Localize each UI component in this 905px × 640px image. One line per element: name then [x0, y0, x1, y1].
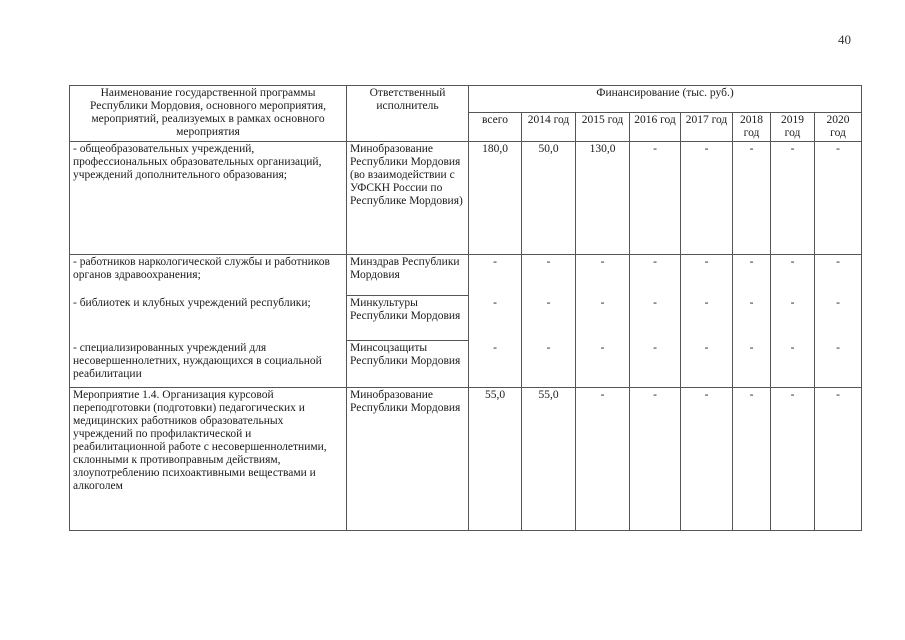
value-cell: -	[469, 341, 522, 388]
value-cell: -	[522, 296, 576, 341]
header-total-cell: всего	[469, 113, 522, 142]
value-cell: 50,0	[522, 142, 576, 255]
value-cell: -	[771, 296, 815, 341]
value-cell: -	[733, 341, 771, 388]
value-cell: -	[630, 142, 681, 255]
table-row	[70, 296, 862, 341]
row-executor-cell: Минсоцзащиты Республики Мордовия	[347, 341, 469, 388]
table-row	[70, 341, 862, 388]
value-cell: -	[733, 142, 771, 255]
value-cell: -	[815, 341, 862, 388]
header-financing-cell: Финансирование (тыс. руб.)	[469, 86, 862, 113]
value-cell: -	[681, 255, 733, 296]
header-year-cell: 2018 год	[733, 113, 771, 142]
table-row	[70, 255, 862, 296]
row-executor-cell: Минобразование Республики Мордовия	[347, 388, 469, 531]
value-cell: -	[469, 296, 522, 341]
value-cell: -	[576, 341, 630, 388]
value-cell: -	[815, 388, 862, 531]
value-cell: 55,0	[469, 388, 522, 531]
value-cell: 55,0	[522, 388, 576, 531]
value-cell: -	[522, 341, 576, 388]
row-name-cell: Мероприятие 1.4. Организация курсовой переподготовки (подготовки) педагогических и медицинских работников образовательных учреждений по профилактической и реабилитационной работе с несовершеннолетними, склонными к противоправным действиям, злоупотреблению психоактивными веществами и алкоголем	[70, 388, 347, 531]
value-cell: -	[681, 296, 733, 341]
value-cell: -	[733, 255, 771, 296]
row-name-cell: - специализированных учреждений для несовершеннолетних, нуждающихся в социальной реабилитации	[70, 341, 347, 388]
value-cell: -	[815, 296, 862, 341]
value-cell: -	[576, 388, 630, 531]
header-year-cell: 2020 год	[815, 113, 862, 142]
value-cell: -	[771, 388, 815, 531]
value-cell: -	[576, 296, 630, 341]
row-name-cell: - общеобразовательных учреждений, профессиональных образовательных организаций, учреждений дополнительного образования;	[70, 142, 347, 255]
financing-table	[69, 85, 862, 531]
value-cell: -	[681, 142, 733, 255]
value-cell: -	[733, 388, 771, 531]
value-cell: -	[630, 341, 681, 388]
value-cell: -	[576, 255, 630, 296]
value-cell: -	[630, 296, 681, 341]
value-cell: -	[771, 341, 815, 388]
row-name-cell: - библиотек и клубных учреждений республики;	[70, 296, 347, 341]
header-year-cell: 2015 год	[576, 113, 630, 142]
value-cell: -	[630, 388, 681, 531]
header-name-cell: Наименование государственной программы Республики Мордовия, основного мероприятия, мероприятий, реализуемых в рамках основного мероприятия	[70, 86, 347, 142]
value-cell: -	[469, 255, 522, 296]
page-number: 40	[838, 32, 851, 47]
value-cell: -	[630, 255, 681, 296]
value-cell: -	[522, 255, 576, 296]
header-year-cell: 2016 год	[630, 113, 681, 142]
value-cell: -	[681, 388, 733, 531]
value-cell: 180,0	[469, 142, 522, 255]
value-cell: -	[815, 255, 862, 296]
header-row-1	[70, 86, 862, 113]
row-executor-cell: Минздрав Республики Мордовия	[347, 255, 469, 296]
value-cell: -	[771, 255, 815, 296]
header-executor-cell: Ответственный исполнитель	[347, 86, 469, 142]
row-executor-cell: Минкультуры Республики Мордовия	[347, 296, 469, 341]
value-cell: -	[815, 142, 862, 255]
header-year-cell: 2017 год	[681, 113, 733, 142]
value-cell: 130,0	[576, 142, 630, 255]
row-executor-cell: Минобразование Республики Мордовия (во взаимодействии с УФСКН России по Республике Мордовия)	[347, 142, 469, 255]
value-cell: -	[681, 341, 733, 388]
table-row	[70, 142, 862, 255]
header-year-cell: 2019 год	[771, 113, 815, 142]
value-cell: -	[733, 296, 771, 341]
header-year-cell: 2014 год	[522, 113, 576, 142]
row-name-cell: - работников наркологической службы и работников органов здравоохранения;	[70, 255, 347, 296]
value-cell: -	[771, 142, 815, 255]
table-row	[70, 388, 862, 531]
